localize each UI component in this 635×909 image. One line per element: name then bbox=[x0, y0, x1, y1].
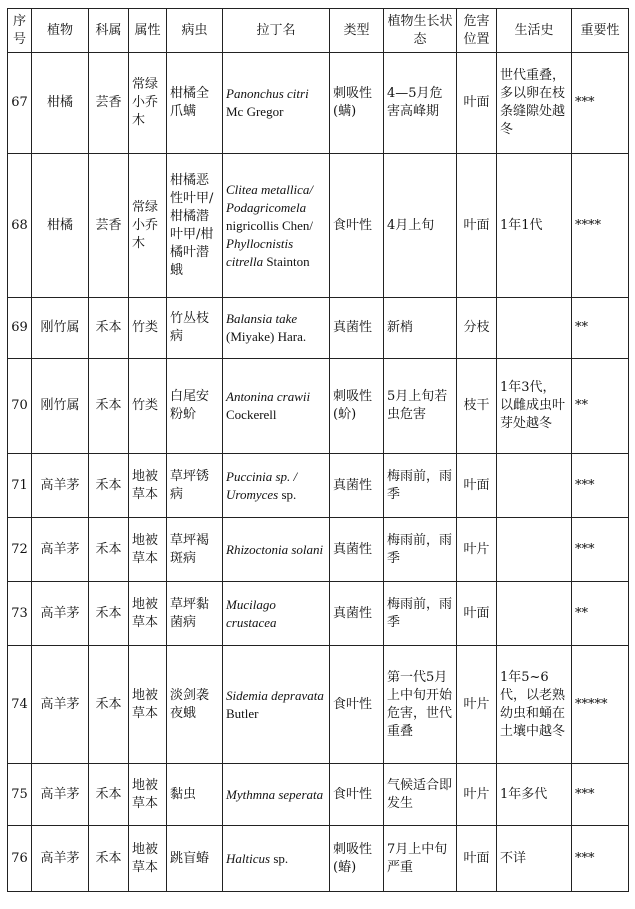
cell-family: 芸香 bbox=[89, 53, 129, 154]
table-row bbox=[8, 826, 629, 892]
latin-segment: Sidemia depravata bbox=[226, 687, 324, 703]
latin-segment: (Miyake) Hara. bbox=[226, 329, 307, 344]
cell-latin bbox=[223, 53, 330, 154]
cell-pos: 叶面 bbox=[457, 53, 497, 154]
cell-no: 76 bbox=[8, 826, 32, 892]
cell-no: 68 bbox=[8, 154, 32, 298]
cell-life bbox=[497, 298, 572, 359]
cell-type: 真菌性 bbox=[330, 518, 384, 582]
latin-segment: Rhizoctonia solani bbox=[226, 541, 324, 557]
table-row bbox=[8, 764, 629, 826]
cell-pos: 叶片 bbox=[457, 764, 497, 826]
header-type: 类型 bbox=[330, 9, 384, 53]
cell-stage: 7月上中旬严重 bbox=[384, 826, 457, 892]
cell-attr: 竹类 bbox=[129, 359, 167, 454]
cell-pos: 枝干 bbox=[457, 359, 497, 454]
cell-life: 1年1代 bbox=[497, 154, 572, 298]
cell-attr: 地被草本 bbox=[129, 454, 167, 518]
cell-family: 禾本 bbox=[89, 359, 129, 454]
cell-pos: 分枝 bbox=[457, 298, 497, 359]
cell-plant: 高羊茅 bbox=[32, 518, 89, 582]
cell-plant: 高羊茅 bbox=[32, 646, 89, 764]
latin-segment: sp. bbox=[278, 486, 297, 502]
header-imp: 重要性 bbox=[572, 9, 629, 53]
cell-pest: 柑橘全爪螨 bbox=[167, 53, 223, 154]
latin-segment: nigricollis Chen/ bbox=[226, 217, 314, 233]
document-page bbox=[7, 8, 629, 892]
cell-latin bbox=[223, 359, 330, 454]
header-latin: 拉丁名 bbox=[223, 9, 330, 53]
latin-segment: Butler bbox=[226, 705, 259, 721]
cell-stage: 第一代5月上中旬开始危害，世代重叠 bbox=[384, 646, 457, 764]
cell-attr: 地被草本 bbox=[129, 646, 167, 764]
table-row bbox=[8, 53, 629, 154]
cell-no: 70 bbox=[8, 359, 32, 454]
cell-pos: 叶面 bbox=[457, 154, 497, 298]
cell-type: 真菌性 bbox=[330, 298, 384, 359]
latin-segment: Mc Gregor bbox=[226, 104, 284, 119]
header-attr: 属性 bbox=[129, 9, 167, 53]
cell-pos: 叶片 bbox=[457, 518, 497, 582]
cell-no: 67 bbox=[8, 53, 32, 154]
cell-type: 真菌性 bbox=[330, 454, 384, 518]
cell-stage: 梅雨前，雨季 bbox=[384, 582, 457, 646]
table-row bbox=[8, 582, 629, 646]
cell-type: 食叶性 bbox=[330, 646, 384, 764]
cell-latin bbox=[223, 826, 330, 892]
cell-type: 真菌性 bbox=[330, 582, 384, 646]
header-family: 科属 bbox=[89, 9, 129, 53]
table-row bbox=[8, 518, 629, 582]
cell-life: 世代重叠，多以卵在枝条缝隙处越冬 bbox=[497, 53, 572, 154]
cell-imp: *** bbox=[572, 53, 629, 154]
header-life: 生活史 bbox=[497, 9, 572, 53]
cell-latin bbox=[223, 764, 330, 826]
cell-imp: ***** bbox=[572, 646, 629, 764]
cell-imp: *** bbox=[572, 518, 629, 582]
cell-pest: 草坪黏菌病 bbox=[167, 582, 223, 646]
cell-life: 1年3代，以雌成虫叶芽处越冬 bbox=[497, 359, 572, 454]
latin-segment: Cockerell bbox=[226, 407, 277, 422]
cell-latin bbox=[223, 646, 330, 764]
cell-pos: 叶面 bbox=[457, 454, 497, 518]
latin-segment: sp. bbox=[270, 850, 289, 866]
cell-imp: *** bbox=[572, 826, 629, 892]
cell-latin bbox=[223, 298, 330, 359]
cell-plant: 柑橘 bbox=[32, 154, 89, 298]
cell-pest: 淡剑袭夜蛾 bbox=[167, 646, 223, 764]
cell-plant: 高羊茅 bbox=[32, 582, 89, 646]
latin-segment: Antonina crawii bbox=[226, 389, 311, 404]
table-row bbox=[8, 154, 629, 298]
cell-plant: 柑橘 bbox=[32, 53, 89, 154]
latin-segment: Halticus bbox=[226, 850, 271, 866]
cell-family: 禾本 bbox=[89, 518, 129, 582]
cell-imp: **** bbox=[572, 154, 629, 298]
cell-family: 禾本 bbox=[89, 298, 129, 359]
table-row bbox=[8, 454, 629, 518]
cell-type: 刺吸性(蝽) bbox=[330, 826, 384, 892]
cell-imp: ** bbox=[572, 298, 629, 359]
cell-family: 芸香 bbox=[89, 154, 129, 298]
pest-table bbox=[7, 8, 629, 892]
latin-segment: Stainton bbox=[263, 253, 310, 269]
cell-stage: 5月上旬若虫危害 bbox=[384, 359, 457, 454]
cell-stage: 气候适合即发生 bbox=[384, 764, 457, 826]
cell-life bbox=[497, 454, 572, 518]
header-no: 序号 bbox=[8, 9, 32, 53]
cell-stage: 新梢 bbox=[384, 298, 457, 359]
cell-pest: 白尾安粉蚧 bbox=[167, 359, 223, 454]
cell-pest: 柑橘恶性叶甲/柑橘潜叶甲/柑橘叶潜蛾 bbox=[167, 154, 223, 298]
cell-no: 72 bbox=[8, 518, 32, 582]
latin-segment: Puccinia sp. / Uromyces bbox=[226, 468, 298, 502]
cell-stage: 4月上旬 bbox=[384, 154, 457, 298]
cell-attr: 常绿小乔木 bbox=[129, 53, 167, 154]
cell-family: 禾本 bbox=[89, 646, 129, 764]
cell-type: 刺吸性(蚧) bbox=[330, 359, 384, 454]
cell-pest: 竹丛枝病 bbox=[167, 298, 223, 359]
cell-life: 1年5~6代，以老熟幼虫和蛹在土壤中越冬 bbox=[497, 646, 572, 764]
table-row bbox=[8, 298, 629, 359]
cell-pest: 草坪褐斑病 bbox=[167, 518, 223, 582]
cell-family: 禾本 bbox=[89, 582, 129, 646]
table-row bbox=[8, 646, 629, 764]
cell-plant: 刚竹属 bbox=[32, 298, 89, 359]
latin-segment: Mucilago crustacea bbox=[226, 596, 277, 630]
cell-imp: *** bbox=[572, 764, 629, 826]
cell-pest: 黏虫 bbox=[167, 764, 223, 826]
cell-stage: 4—5月危害高峰期 bbox=[384, 53, 457, 154]
cell-stage: 梅雨前，雨季 bbox=[384, 518, 457, 582]
cell-pest: 跳盲蝽 bbox=[167, 826, 223, 892]
latin-segment: Panonchus citri bbox=[226, 86, 309, 101]
table-row bbox=[8, 359, 629, 454]
latin-segment: Balansia take bbox=[226, 311, 298, 326]
cell-family: 禾本 bbox=[89, 454, 129, 518]
header-pos: 危害位置 bbox=[457, 9, 497, 53]
cell-attr: 竹类 bbox=[129, 298, 167, 359]
cell-no: 73 bbox=[8, 582, 32, 646]
cell-imp: *** bbox=[572, 454, 629, 518]
cell-plant: 高羊茅 bbox=[32, 764, 89, 826]
latin-segment: Phyllocnistis citrella bbox=[226, 235, 294, 269]
cell-pest: 草坪锈病 bbox=[167, 454, 223, 518]
cell-latin bbox=[223, 454, 330, 518]
cell-pos: 叶面 bbox=[457, 826, 497, 892]
cell-latin bbox=[223, 154, 330, 298]
cell-plant: 高羊茅 bbox=[32, 454, 89, 518]
cell-life bbox=[497, 582, 572, 646]
cell-no: 75 bbox=[8, 764, 32, 826]
cell-latin bbox=[223, 518, 330, 582]
cell-life: 1年多代 bbox=[497, 764, 572, 826]
cell-type: 食叶性 bbox=[330, 764, 384, 826]
cell-plant: 刚竹属 bbox=[32, 359, 89, 454]
header-row bbox=[8, 9, 629, 53]
cell-life bbox=[497, 518, 572, 582]
cell-family: 禾本 bbox=[89, 826, 129, 892]
cell-attr: 地被草本 bbox=[129, 764, 167, 826]
latin-segment: Mythmna seperata bbox=[226, 786, 324, 802]
cell-attr: 地被草本 bbox=[129, 518, 167, 582]
cell-latin bbox=[223, 582, 330, 646]
cell-type: 刺吸性(螨) bbox=[330, 53, 384, 154]
cell-imp: ** bbox=[572, 359, 629, 454]
cell-no: 71 bbox=[8, 454, 32, 518]
cell-attr: 常绿小乔木 bbox=[129, 154, 167, 298]
table-body bbox=[8, 53, 629, 892]
cell-no: 69 bbox=[8, 298, 32, 359]
cell-pos: 叶面 bbox=[457, 582, 497, 646]
cell-attr: 地被草本 bbox=[129, 582, 167, 646]
header-stage: 植物生长状态 bbox=[384, 9, 457, 53]
cell-stage: 梅雨前，雨季 bbox=[384, 454, 457, 518]
header-plant: 植物 bbox=[32, 9, 89, 53]
cell-no: 74 bbox=[8, 646, 32, 764]
latin-segment: Clitea metallica/ Podagricomela bbox=[226, 181, 314, 215]
cell-type: 食叶性 bbox=[330, 154, 384, 298]
cell-imp: ** bbox=[572, 582, 629, 646]
cell-attr: 地被草本 bbox=[129, 826, 167, 892]
cell-life: 不详 bbox=[497, 826, 572, 892]
cell-family: 禾本 bbox=[89, 764, 129, 826]
cell-plant: 高羊茅 bbox=[32, 826, 89, 892]
header-pest: 病虫 bbox=[167, 9, 223, 53]
cell-pos: 叶片 bbox=[457, 646, 497, 764]
